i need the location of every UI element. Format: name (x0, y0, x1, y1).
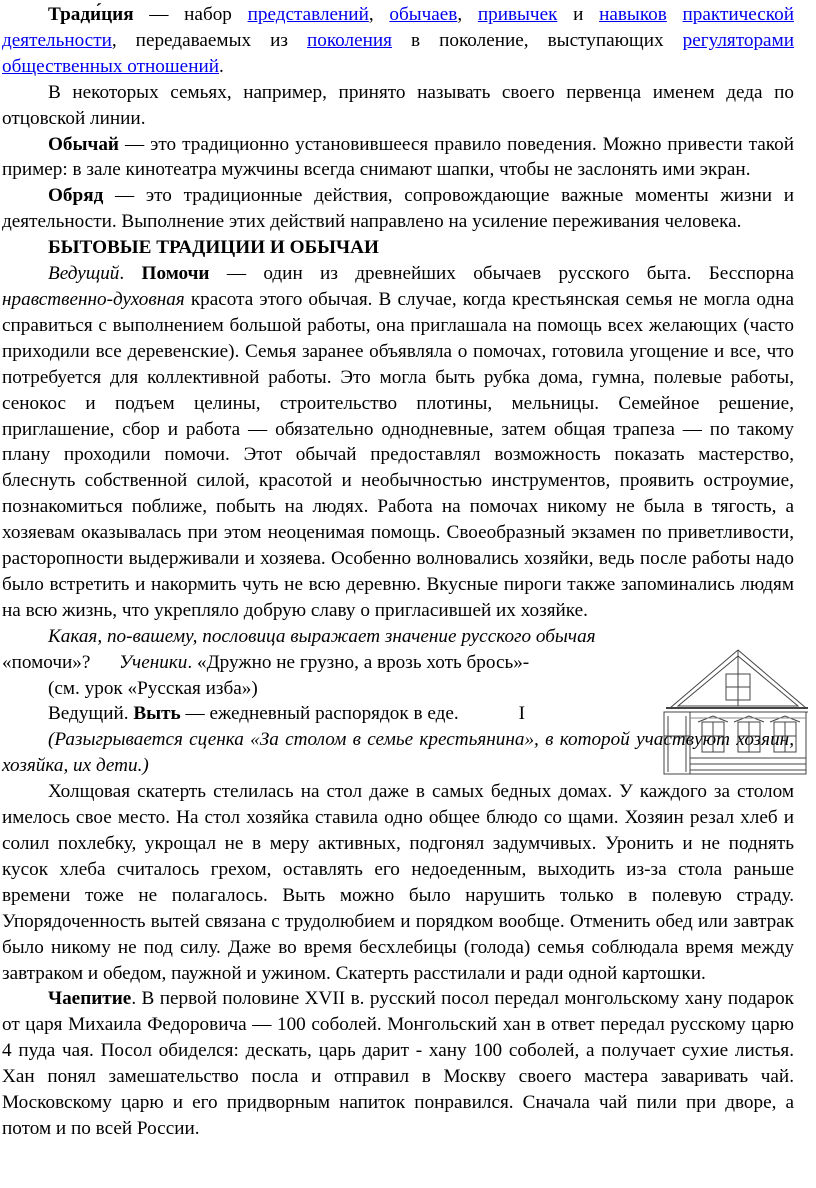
link-customs[interactable]: обычаев (389, 4, 458, 25)
link-skills[interactable]: навыков (599, 4, 667, 25)
paragraph-pomochi: Ведущий. Помочи — один из древнейших обычаев русского быта. Бесспорна нравственно-духовная красота этого обычая. В случае, когда крестьянская семья не могла одна справиться с выполнением большой работы, она приглашала на помощь всех желающих (часто приходили все деревенские). Семья заранее объявляла о помочах, готовила угощение и все, что потребуется для коллективной работы. Это могла быть рубка дома, гумна, полевые работы, сенокос и подъем целины, строительство плотины, мельницы. Семейное решение, приглашение, сбор и работа — обязательно однодневные, затем общая трапеза — по такому плану проходили помочи. Этот обычай предоставлял возможность показать мастерство, блеснуть собственной силой, красотой и необычностью инструментов, проявить остроумие, познакомиться поближе, побыть на людях. Работа на помочах никому не была в тягость, а хозяевам оказывалась при этом неоценимая помощь. Своеобразный экзамен по приветливости, расторопности выдерживали и хозяева. Особенно волновались хозяйки, ведь после работы надо было встретить и накормить чуть не всю деревню. Вкусные пироги также запоминались людям на всю жизнь, что укрепляло добрую славу о пригласившей их хозяйке. (2, 263, 794, 621)
students-label: Ученики (119, 651, 188, 673)
term-vyt: Выть (133, 703, 181, 725)
paragraph-example: В некоторых семьях, например, принято называть своего первенца именем деда по отцовской линии. (2, 81, 794, 129)
term-tea: Чаепитие (48, 988, 132, 1010)
paragraph-rite: Обряд — это традиционные действия, сопровождающие важные моменты жизни и деятельности. Выполнение этих действий направлено на усиление переживания человека. (2, 185, 794, 233)
link-representations[interactable]: представлений (247, 4, 369, 25)
paragraph-tablecloth: Холщовая скатерть стелилась на стол даже в самых бедных домах. У каждого за столом имелось свое место. На стол хозяйка ставила одно общее блюдо со щами. Хозяин резал хлеб и солил похлебку, укрощал не в меру активных, подгонял задумчивых. Уронить и не поднять кусок хлеба считалось грехом, оставлять его недоеденным, выходить из-за стола раньше времени тоже не полагалось. Выть можно было нарушить только в полевую страду. Упорядоченность вытей связана с трудолюбием и порядком вообще. Отменить обед или завтрак было никому не под силу. Даже во время бесхлебицы (голода) семья соблюдала время между завтраком и обедом, паужной и ужином. Скатерть расстилали и ради одной картошки. (2, 781, 794, 984)
link-activity[interactable]: деятельности (2, 29, 112, 51)
term-tradition: Тради́ция (48, 4, 134, 25)
section-heading: БЫТОВЫЕ ТРАДИЦИИ И ОБЫЧАИ (48, 237, 379, 259)
paragraph-vyt: Ведущий. Выть — ежедневный распорядок в еде. I (48, 703, 526, 725)
link-generation[interactable]: поколения (306, 29, 392, 51)
paragraph-see-lesson: (см. урок «Русская изба») (48, 677, 258, 699)
paragraph-custom: Обычай — это традиционно установившееся правило поведения. Можно привести такой пример: в зале кинотеатра мужчины всегда снимают шапки, чтобы не заслонять ими экран. (2, 133, 794, 181)
term-rite: Обряд (48, 185, 104, 207)
cursor-mark: I (518, 703, 526, 725)
paragraph-question: Какая, по-вашему, пословица выражает значение русского обычая (48, 625, 596, 647)
speaker-label: Ведущий (48, 263, 120, 285)
text-beside-image (2, 624, 648, 728)
paragraph-tradition: Тради́ция — набор представлений, обычаев, привычек и навыков практической деятельности, передаваемых из поколения в поколение, выступающих регуляторами общественных отношений. (2, 4, 795, 77)
link-social-regulators[interactable]: регуляторами общественных отношений (2, 29, 794, 77)
paragraph-scene: (Разыгрывается сценка «За столом в семье крестьянина», в которой участвуют хозяин, хозяйка, их дети.) (2, 729, 794, 777)
term-pomochi: Помочи (141, 263, 210, 285)
russian-izba-illustration (660, 646, 810, 776)
paragraph-tea: Чаепитие. В первой половине XVII в. русский посол передал монгольскому хану подарок от царя Михаила Федоровича — 100 соболей. Монгольский хан в ответ передал русскому царю 4 пуда чая. Посол обиделся: дескать, царь дарит - хану 100 соболей, а получает сухие листья. Хан понял замешательство посла и отправил в Москву своего мастера заваривать чай. Московскому царю и его придворным напиток понравился. Сначала чай пили при дворе, а потом и по всей России. (2, 988, 794, 1139)
link-practical[interactable]: практической (682, 4, 795, 25)
paragraph-answer: «помочи»? Ученики. «Дружно не грузно, а врозь хоть брось»- (2, 651, 530, 673)
link-habits[interactable]: привычек (477, 4, 558, 25)
term-custom: Обычай (48, 133, 119, 155)
